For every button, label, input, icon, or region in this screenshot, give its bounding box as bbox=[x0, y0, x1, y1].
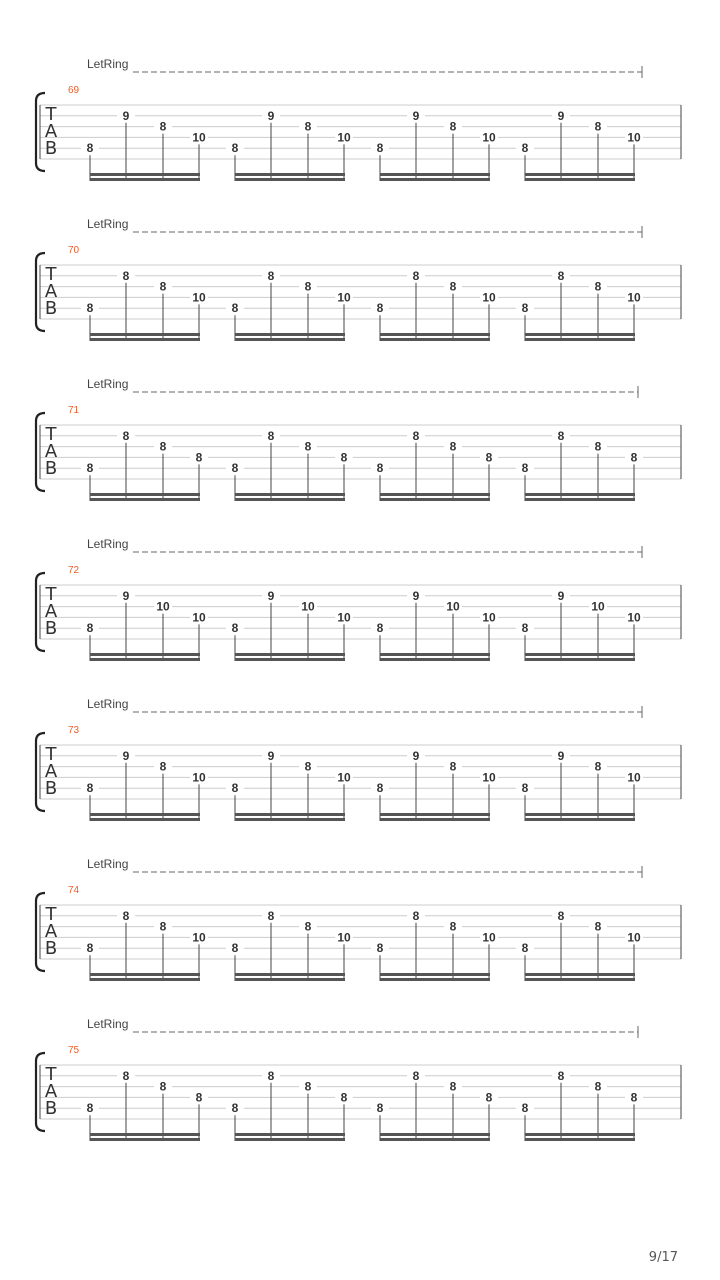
fret-number: 10 bbox=[446, 599, 460, 614]
fret-number: 8 bbox=[159, 759, 167, 774]
fret-number: 9 bbox=[557, 108, 565, 123]
fret-number: 10 bbox=[337, 290, 351, 305]
beam-upper bbox=[525, 1133, 635, 1136]
beam-lower bbox=[90, 1138, 200, 1141]
fret-number: 8 bbox=[521, 941, 529, 956]
beam-upper bbox=[235, 653, 345, 656]
fret-number: 8 bbox=[267, 268, 275, 283]
let-ring-label: LetRing bbox=[87, 377, 129, 391]
beam-upper bbox=[380, 493, 490, 496]
tab-clef-letter: A bbox=[44, 121, 58, 142]
beam-lower bbox=[235, 658, 345, 661]
fret-number: 8 bbox=[412, 268, 420, 283]
beam-lower bbox=[235, 818, 345, 821]
fret-number: 8 bbox=[267, 428, 275, 443]
measure-number: 69 bbox=[68, 85, 80, 96]
fret-number: 8 bbox=[159, 1079, 167, 1094]
fret-number: 8 bbox=[231, 781, 239, 796]
tab-clef-letter: A bbox=[44, 601, 58, 622]
fret-number: 9 bbox=[267, 748, 275, 763]
beam-lower bbox=[525, 658, 635, 661]
beam-lower bbox=[525, 338, 635, 341]
fret-number: 9 bbox=[267, 108, 275, 123]
tab-system bbox=[36, 217, 681, 341]
beam-upper bbox=[90, 973, 200, 976]
fret-number: 8 bbox=[231, 1101, 239, 1116]
fret-number: 8 bbox=[159, 439, 167, 454]
tab-system bbox=[36, 857, 681, 981]
fret-number: 9 bbox=[122, 748, 130, 763]
beam-upper bbox=[525, 653, 635, 656]
beam-upper bbox=[380, 173, 490, 176]
fret-number: 10 bbox=[627, 130, 641, 145]
tab-clef-letter: B bbox=[44, 938, 58, 959]
fret-number: 8 bbox=[594, 279, 602, 294]
fret-number: 8 bbox=[340, 1090, 348, 1105]
let-ring-label: LetRing bbox=[87, 697, 129, 711]
fret-number: 8 bbox=[86, 141, 94, 156]
fret-number: 8 bbox=[195, 1090, 203, 1105]
fret-number: 9 bbox=[557, 588, 565, 603]
fret-number: 8 bbox=[521, 301, 529, 316]
fret-number: 8 bbox=[376, 781, 384, 796]
tab-clef-letter: T bbox=[45, 584, 57, 605]
fret-number: 8 bbox=[594, 1079, 602, 1094]
fret-number: 8 bbox=[521, 461, 529, 476]
beam-upper bbox=[235, 973, 345, 976]
beam-upper bbox=[90, 173, 200, 176]
fret-number: 10 bbox=[192, 930, 206, 945]
fret-number: 8 bbox=[159, 919, 167, 934]
fret-number: 8 bbox=[630, 450, 638, 465]
fret-number: 8 bbox=[449, 1079, 457, 1094]
fret-number: 9 bbox=[557, 748, 565, 763]
fret-number: 8 bbox=[304, 439, 312, 454]
fret-number: 8 bbox=[557, 908, 565, 923]
fret-number: 8 bbox=[594, 119, 602, 134]
fret-number: 8 bbox=[521, 141, 529, 156]
beam-lower bbox=[525, 178, 635, 181]
fret-number: 10 bbox=[591, 599, 605, 614]
fret-number: 8 bbox=[521, 1101, 529, 1116]
beam-upper bbox=[235, 493, 345, 496]
fret-number: 9 bbox=[267, 588, 275, 603]
tab-clef-letter: A bbox=[44, 761, 58, 782]
fret-number: 8 bbox=[304, 919, 312, 934]
fret-number: 10 bbox=[337, 930, 351, 945]
fret-number: 8 bbox=[86, 941, 94, 956]
fret-number: 8 bbox=[449, 759, 457, 774]
fret-number: 8 bbox=[304, 759, 312, 774]
page-number: 9/17 bbox=[648, 1250, 678, 1265]
beam-lower bbox=[525, 498, 635, 501]
beam-upper bbox=[380, 653, 490, 656]
fret-number: 9 bbox=[412, 108, 420, 123]
beam-upper bbox=[90, 813, 200, 816]
beam-upper bbox=[90, 333, 200, 336]
tab-clef-letter: B bbox=[44, 138, 58, 159]
tab-clef-letter: B bbox=[44, 778, 58, 799]
measure-number: 74 bbox=[68, 885, 80, 896]
fret-number: 8 bbox=[231, 621, 239, 636]
fret-number: 10 bbox=[627, 770, 641, 785]
beam-upper bbox=[235, 173, 345, 176]
fret-number: 10 bbox=[192, 290, 206, 305]
fret-number: 8 bbox=[594, 759, 602, 774]
fret-number: 8 bbox=[86, 781, 94, 796]
beam-upper bbox=[235, 813, 345, 816]
fret-number: 8 bbox=[376, 1101, 384, 1116]
fret-number: 10 bbox=[482, 930, 496, 945]
fret-number: 10 bbox=[482, 610, 496, 625]
tab-clef-letter: A bbox=[44, 281, 58, 302]
let-ring-label: LetRing bbox=[87, 1017, 129, 1031]
fret-number: 8 bbox=[122, 1068, 130, 1083]
fret-number: 8 bbox=[267, 1068, 275, 1083]
tab-clef-letter: T bbox=[45, 104, 57, 125]
beam-lower bbox=[380, 818, 490, 821]
beam-lower bbox=[235, 498, 345, 501]
beam-lower bbox=[380, 178, 490, 181]
fret-number: 10 bbox=[192, 130, 206, 145]
fret-number: 8 bbox=[159, 119, 167, 134]
tab-clef-letter: B bbox=[44, 458, 58, 479]
fret-number: 10 bbox=[156, 599, 170, 614]
fret-number: 8 bbox=[231, 941, 239, 956]
beam-lower bbox=[90, 978, 200, 981]
beam-lower bbox=[235, 338, 345, 341]
let-ring-label: LetRing bbox=[87, 537, 129, 551]
fret-number: 8 bbox=[630, 1090, 638, 1105]
fret-number: 8 bbox=[231, 141, 239, 156]
beam-upper bbox=[90, 1133, 200, 1136]
tab-clef-letter: B bbox=[44, 298, 58, 319]
fret-number: 8 bbox=[521, 621, 529, 636]
tab-clef-letter: T bbox=[45, 424, 57, 445]
fret-number: 10 bbox=[337, 610, 351, 625]
fret-number: 8 bbox=[86, 301, 94, 316]
let-ring-label: LetRing bbox=[87, 857, 129, 871]
fret-number: 8 bbox=[449, 919, 457, 934]
tab-clef-letter: T bbox=[45, 264, 57, 285]
fret-number: 8 bbox=[376, 621, 384, 636]
fret-number: 8 bbox=[449, 439, 457, 454]
beam-upper bbox=[380, 1133, 490, 1136]
beam-upper bbox=[525, 333, 635, 336]
measure-number: 70 bbox=[68, 245, 80, 256]
beam-upper bbox=[525, 173, 635, 176]
fret-number: 8 bbox=[122, 268, 130, 283]
fret-number: 8 bbox=[304, 1079, 312, 1094]
beam-upper bbox=[235, 1133, 345, 1136]
fret-number: 8 bbox=[449, 119, 457, 134]
beam-upper bbox=[90, 653, 200, 656]
tab-system bbox=[36, 377, 681, 501]
fret-number: 9 bbox=[122, 108, 130, 123]
beam-lower bbox=[235, 978, 345, 981]
beam-upper bbox=[235, 333, 345, 336]
fret-number: 10 bbox=[627, 290, 641, 305]
let-ring-label: LetRing bbox=[87, 217, 129, 231]
tab-system bbox=[36, 57, 681, 181]
fret-number: 10 bbox=[482, 130, 496, 145]
fret-number: 8 bbox=[304, 119, 312, 134]
fret-number: 10 bbox=[482, 290, 496, 305]
fret-number: 10 bbox=[337, 770, 351, 785]
beam-lower bbox=[235, 178, 345, 181]
tab-clef-letter: T bbox=[45, 744, 57, 765]
tab-clef-letter: A bbox=[44, 1081, 58, 1102]
beam-upper bbox=[380, 973, 490, 976]
fret-number: 8 bbox=[594, 439, 602, 454]
fret-number: 8 bbox=[521, 781, 529, 796]
tab-system bbox=[36, 537, 681, 661]
tab-clef-letter: T bbox=[45, 904, 57, 925]
fret-number: 10 bbox=[192, 770, 206, 785]
tab-system bbox=[36, 1017, 681, 1141]
beam-upper bbox=[380, 813, 490, 816]
beam-upper bbox=[525, 813, 635, 816]
fret-number: 9 bbox=[122, 588, 130, 603]
fret-number: 10 bbox=[301, 599, 315, 614]
beam-lower bbox=[380, 338, 490, 341]
fret-number: 8 bbox=[412, 908, 420, 923]
tab-clef-letter: T bbox=[45, 1064, 57, 1085]
beam-lower bbox=[380, 658, 490, 661]
beam-lower bbox=[525, 1138, 635, 1141]
beam-lower bbox=[90, 818, 200, 821]
fret-number: 8 bbox=[449, 279, 457, 294]
fret-number: 10 bbox=[627, 610, 641, 625]
measure-number: 71 bbox=[68, 405, 80, 416]
fret-number: 8 bbox=[86, 621, 94, 636]
beam-upper bbox=[525, 493, 635, 496]
fret-number: 8 bbox=[304, 279, 312, 294]
tab-clef-letter: A bbox=[44, 441, 58, 462]
beam-lower bbox=[525, 978, 635, 981]
fret-number: 8 bbox=[485, 450, 493, 465]
fret-number: 8 bbox=[557, 268, 565, 283]
beam-lower bbox=[380, 1138, 490, 1141]
tab-clef-letter: B bbox=[44, 618, 58, 639]
beam-lower bbox=[235, 1138, 345, 1141]
beam-upper bbox=[525, 973, 635, 976]
beam-lower bbox=[380, 498, 490, 501]
beam-upper bbox=[90, 493, 200, 496]
fret-number: 8 bbox=[376, 461, 384, 476]
fret-number: 8 bbox=[86, 461, 94, 476]
measure-number: 73 bbox=[68, 725, 80, 736]
fret-number: 8 bbox=[231, 301, 239, 316]
fret-number: 8 bbox=[195, 450, 203, 465]
fret-number: 8 bbox=[231, 461, 239, 476]
fret-number: 10 bbox=[482, 770, 496, 785]
fret-number: 8 bbox=[86, 1101, 94, 1116]
fret-number: 8 bbox=[557, 428, 565, 443]
fret-number: 9 bbox=[412, 588, 420, 603]
fret-number: 10 bbox=[192, 610, 206, 625]
fret-number: 9 bbox=[412, 748, 420, 763]
beam-lower bbox=[90, 658, 200, 661]
beam-lower bbox=[90, 498, 200, 501]
beam-upper bbox=[380, 333, 490, 336]
tab-clef-letter: B bbox=[44, 1098, 58, 1119]
tab-system bbox=[36, 697, 681, 821]
beam-lower bbox=[380, 978, 490, 981]
fret-number: 8 bbox=[267, 908, 275, 923]
fret-number: 8 bbox=[159, 279, 167, 294]
measure-number: 75 bbox=[68, 1045, 80, 1056]
beam-lower bbox=[90, 338, 200, 341]
fret-number: 8 bbox=[485, 1090, 493, 1105]
fret-number: 8 bbox=[557, 1068, 565, 1083]
fret-number: 8 bbox=[412, 428, 420, 443]
measure-number: 72 bbox=[68, 565, 80, 576]
fret-number: 8 bbox=[376, 941, 384, 956]
fret-number: 8 bbox=[122, 428, 130, 443]
tab-clef-letter: A bbox=[44, 921, 58, 942]
fret-number: 10 bbox=[337, 130, 351, 145]
beam-lower bbox=[525, 818, 635, 821]
fret-number: 8 bbox=[412, 1068, 420, 1083]
fret-number: 8 bbox=[340, 450, 348, 465]
fret-number: 8 bbox=[376, 301, 384, 316]
fret-number: 10 bbox=[627, 930, 641, 945]
fret-number: 8 bbox=[122, 908, 130, 923]
let-ring-label: LetRing bbox=[87, 57, 129, 71]
fret-number: 8 bbox=[594, 919, 602, 934]
beam-lower bbox=[90, 178, 200, 181]
fret-number: 8 bbox=[376, 141, 384, 156]
